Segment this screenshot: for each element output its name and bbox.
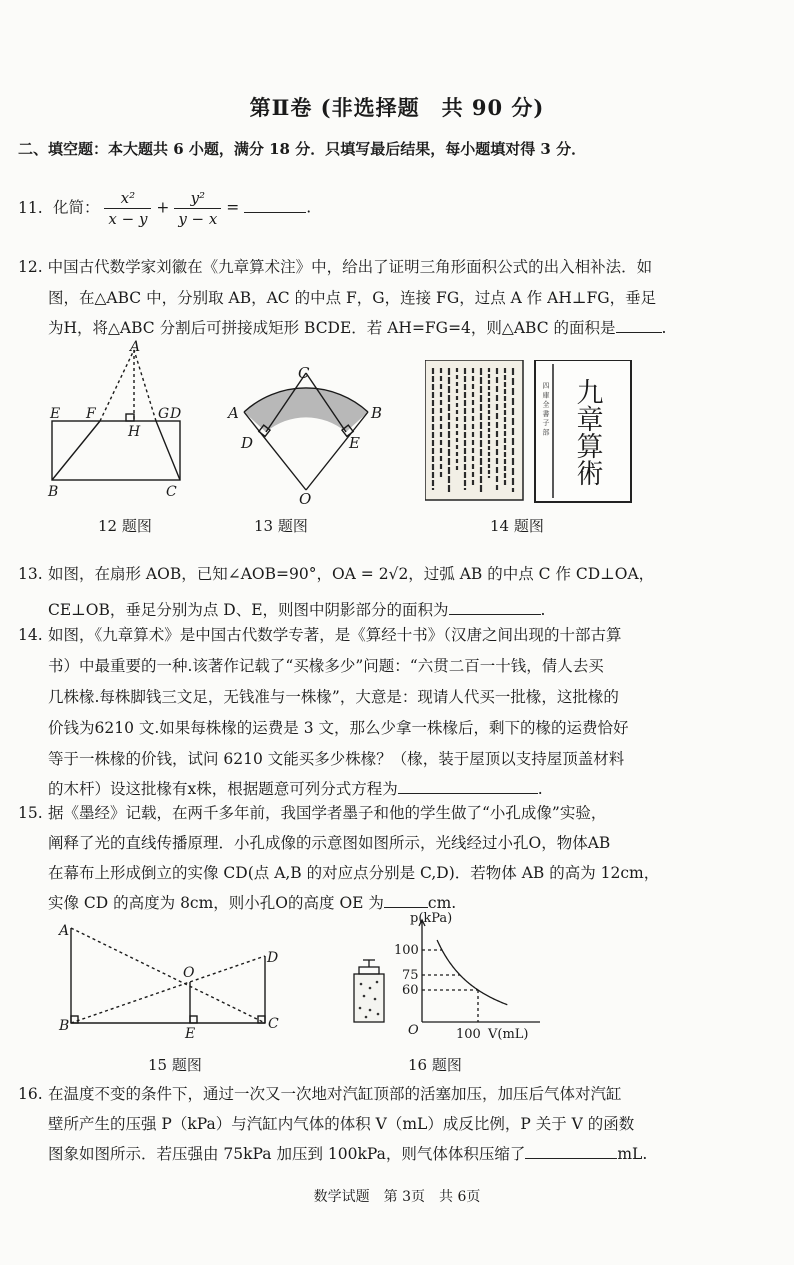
- fig13-label-c: C: [298, 364, 310, 382]
- q14-answer-blank: [398, 779, 538, 794]
- q11-equals: =: [226, 198, 240, 217]
- fig12-label-f: F: [86, 406, 96, 422]
- q11-prefix: 化简：: [52, 198, 100, 217]
- fig16-x-axis-label: V(mL): [488, 1027, 529, 1042]
- q16-line-1: 在温度不变的条件下，通过一次又一次地对汽缸顶部的活塞加压，加压后气体对汽缸: [48, 1085, 622, 1103]
- figure-15: [55, 920, 295, 1038]
- fig12-label-e: E: [50, 406, 61, 422]
- fig12-dashed-af: [100, 350, 134, 421]
- q11-end: .: [306, 198, 312, 217]
- q14-line-5: 等于一株椽的价钱，试问 6210 文能买多少株椽？（椽，装于屋顶以支持屋顶盖材料: [48, 750, 625, 768]
- fig13-caption: 13 题图: [254, 517, 308, 535]
- figure-14: [425, 360, 635, 505]
- fig16-y-tick-100: 100: [394, 943, 419, 958]
- q12-line-2: 图，在△ABC 中，分别取 AB，AC 的中点 F，G，连接 FG，过点 A 作 AH⊥FG，垂足: [48, 289, 657, 307]
- fig13-label-b: B: [371, 404, 383, 422]
- q13-number: 13.: [18, 565, 43, 583]
- q11-fraction-1: [104, 188, 151, 229]
- q16-answer-blank: [525, 1144, 617, 1159]
- fig12-label-h: H: [128, 424, 141, 440]
- q16-line-3: 图象如图所示．若压强由 75kPa 加压到 100kPa，则气体体积压缩了: [48, 1145, 526, 1163]
- q15-number: 15.: [18, 804, 43, 822]
- question-14: [18, 623, 622, 645]
- q11-answer-blank: [244, 198, 306, 213]
- fig12-label-d: D: [170, 406, 182, 422]
- figure-12: [30, 338, 200, 504]
- q14-line-4: 价钱为6210 文.如果每株椽的运费是 3 文，那么少拿一株椽后，剩下的椽的运费恰好: [48, 719, 629, 737]
- fig12-rectangle-bcde: [52, 421, 180, 480]
- fig12-line-bf: [52, 421, 100, 480]
- fig12-label-c: C: [166, 484, 177, 500]
- fig13-shaded-band: [244, 388, 368, 432]
- fig16-y-tick-75: 75: [402, 968, 419, 983]
- q16-line-2: 壁所产生的压强 P（kPa）与汽缸内气体的体积 V（mL）成反比例，P 关于 V 的函数: [48, 1115, 635, 1133]
- fig12-label-b: B: [48, 484, 59, 500]
- fig16-curve: [437, 940, 507, 1005]
- q11-number: 11.: [18, 198, 43, 217]
- fig15-label-b: B: [59, 1018, 70, 1034]
- fig15-label-a: A: [59, 923, 70, 939]
- q14-end: .: [537, 780, 543, 798]
- fig13-label-d: D: [241, 434, 254, 452]
- q14-line-6: 的木杆）设这批椽有x株，根据题意可列分式方程为: [48, 780, 398, 798]
- fig12-label-g: G: [158, 406, 170, 422]
- q11-frac1-denominator: x − y: [108, 210, 148, 228]
- q13-end: .: [540, 601, 546, 619]
- q13-line-1: 如图，在扇形 AOB，已知∠AOB=90°，OA = 2√2，过弧 AB 的中点 C 作 CD⊥OA，: [48, 565, 655, 583]
- q11-frac2-numerator: y²: [174, 188, 221, 209]
- q15-line-2: 阐释了光的直线传播原理．小孔成像的示意图如图所示，光线经过小孔O，物体AB: [48, 834, 611, 852]
- q11-frac2-denominator: y − x: [178, 210, 218, 228]
- section-header: 二、填空题：本大题共 6 小题，满分 18 分．只填写最后结果，每小题填对得 3 分．: [18, 140, 587, 158]
- fig15-label-e: E: [185, 1026, 196, 1038]
- q14-line-1: 如图，《九章算术》是中国古代数学专著，是《算经十书》（汉唐之间出现的十部古算: [48, 626, 622, 644]
- question-11: [18, 188, 311, 229]
- q12-answer-blank: [616, 318, 662, 333]
- figure-13: [225, 362, 385, 506]
- q14-line-2: 书）中最重要的一种.该著作记载了“买椽多少”问题：“六贯二百一十钱，倩人去买: [48, 657, 604, 675]
- fig15-ray-bd: [71, 956, 265, 1023]
- fig13-label-e: E: [349, 434, 360, 452]
- q14-line-6-row: [48, 777, 543, 799]
- q15-line-4: 实像 CD 的高度为 8cm，则小孔O的高度 OE 为: [48, 894, 384, 912]
- q15-line-3: 在幕布上形成倒立的实像 CD(点 A,B 的对应点分别是 C,D)．若物体 AB 的高为 12cm，: [48, 864, 660, 882]
- figure-16: [340, 910, 560, 1045]
- fig15-label-c: C: [268, 1016, 279, 1032]
- q14-line-3: 几株椽.每株脚钱三文足，无钱准与一株椽”，大意是：现请人代买一批椽，这批椽的: [48, 688, 619, 706]
- fig16-origin: O: [408, 1023, 419, 1038]
- q15-unit: cm.: [427, 894, 457, 912]
- fig15-ray-ac: [71, 928, 265, 1023]
- fig12-caption: 12 题图: [98, 517, 152, 535]
- page-footer: 数学试题 第 3页 共 6页: [313, 1189, 481, 1205]
- fig14-book-title: 九章算術: [571, 378, 603, 486]
- fig15-right-angle-e: [190, 1016, 197, 1023]
- fig16-x-tick-100: 100: [456, 1027, 481, 1042]
- fig15-caption: 15 题图: [148, 1056, 202, 1074]
- q12-end: .: [661, 319, 667, 337]
- fig16-y-tick-60: 60: [402, 983, 419, 998]
- fig12-label-a: A: [130, 339, 141, 355]
- q16-unit: mL.: [617, 1145, 648, 1163]
- q11-fraction-2: [174, 188, 221, 229]
- fig15-label-d: D: [267, 950, 279, 966]
- fig13-label-o: O: [299, 490, 312, 506]
- fig12-right-angle-mark: [126, 414, 134, 421]
- fig15-label-o: O: [183, 965, 195, 981]
- q14-number: 14.: [18, 626, 43, 644]
- fig13-label-a: A: [228, 404, 239, 422]
- q15-line-1: 据《墨经》记载，在两千多年前，我国学者墨子和他的学生做了“小孔成像”实验，: [48, 804, 607, 822]
- q11-frac1-numerator: x²: [104, 188, 151, 209]
- fig14-side-text: 四 庫 全 書 子 部: [542, 382, 550, 436]
- question-15: [18, 801, 606, 823]
- fig16-caption: 16 题图: [408, 1056, 462, 1074]
- fig12-line-cg: [156, 421, 180, 480]
- fig14-caption: 14 题图: [490, 517, 544, 535]
- fig12-dashed-ag: [134, 350, 156, 421]
- section-title: 第Ⅱ卷 (非选择题 共 90 分): [249, 95, 545, 120]
- q12-line-1: 12. 中国古代数学家刘徽在《九章算术注》中，给出了证明三角形面积公式的出入相补法．如: [18, 258, 653, 276]
- q11-plus: +: [156, 198, 170, 217]
- q12-line-3: [48, 316, 666, 338]
- fig16-cylinder: [354, 960, 384, 1022]
- question-13: [18, 562, 654, 584]
- fig16-y-axis-label: p(kPa): [410, 911, 453, 926]
- q16-line-3-row: [48, 1142, 647, 1164]
- q15-answer-blank: [384, 893, 428, 908]
- q13-line-2: CE⊥OB，垂足分别为点 D、E，则图中阴影部分的面积为: [48, 601, 449, 619]
- question-16: [18, 1082, 622, 1104]
- q16-number: 16.: [18, 1085, 43, 1103]
- q13-answer-blank: [449, 600, 541, 615]
- q12-line-3-text: 为H，将△ABC 分割后可拼接成矩形 BCDE．若 AH=FG=4，则△ABC 的面积是: [48, 319, 616, 337]
- q13-line-2-row: [48, 598, 545, 620]
